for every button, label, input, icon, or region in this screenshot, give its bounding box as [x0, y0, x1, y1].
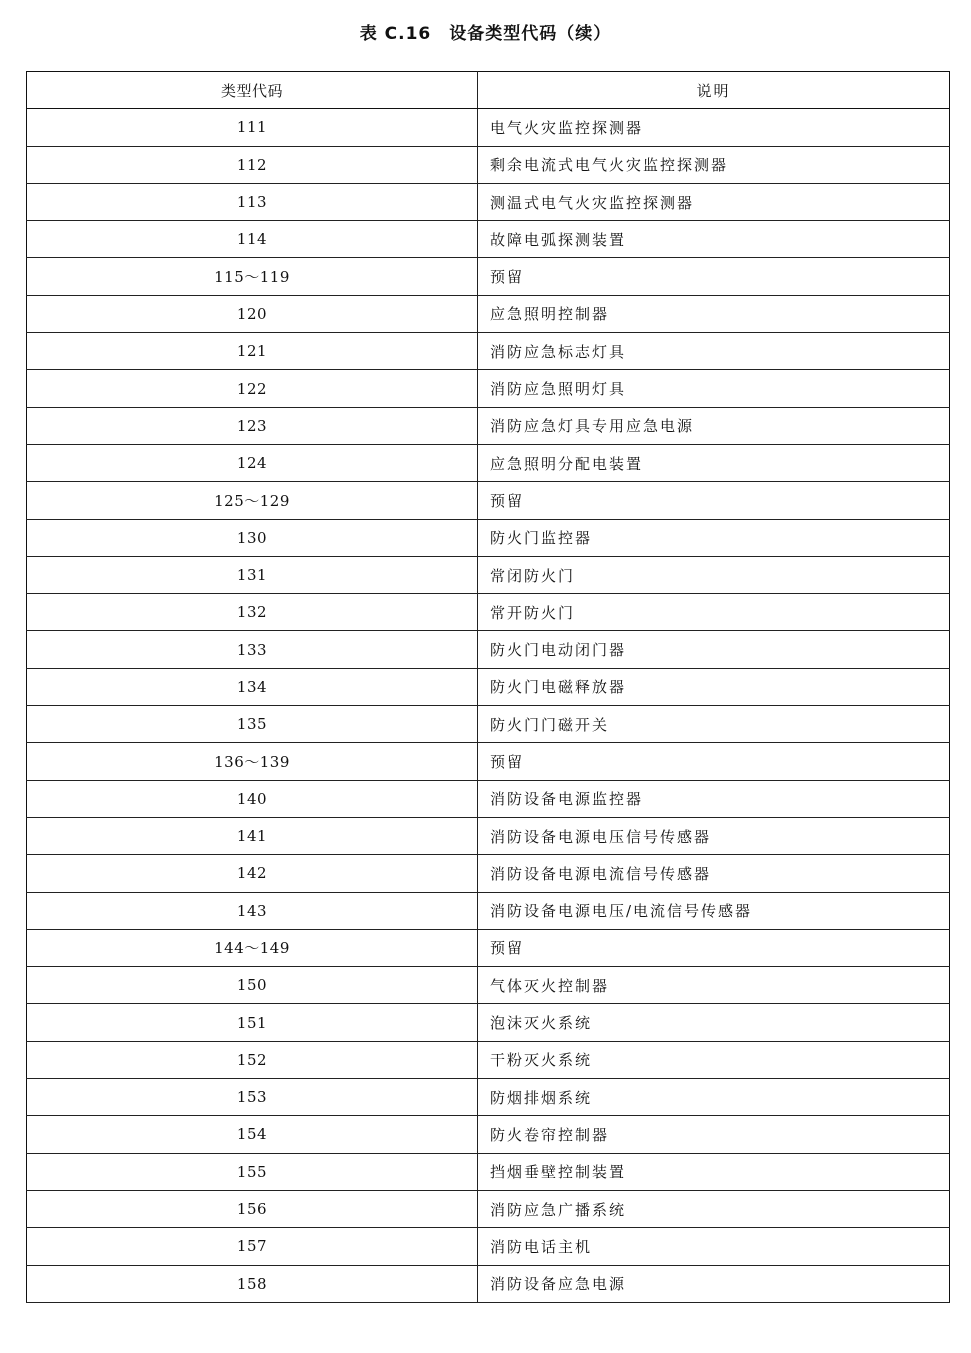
description-cell: 电气火灾监控探测器 — [478, 109, 950, 146]
table-row — [27, 556, 950, 593]
table-row — [27, 146, 950, 183]
description-cell: 气体灭火控制器 — [478, 967, 950, 1004]
table-row — [27, 1116, 950, 1153]
description-cell: 预留 — [478, 929, 950, 966]
table-row — [27, 1041, 950, 1078]
caption-title: 设备类型代码（续） — [449, 24, 612, 44]
description-cell: 消防应急灯具专用应急电源 — [478, 407, 950, 444]
table-row — [27, 1190, 950, 1227]
type-code-cell: 141 — [27, 817, 478, 854]
type-code-cell: 150 — [27, 967, 478, 1004]
type-code-cell: 133 — [27, 631, 478, 668]
type-code-cell: 123 — [27, 407, 478, 444]
description-cell: 消防应急照明灯具 — [478, 370, 950, 407]
table-row — [27, 892, 950, 929]
type-code-cell: 154 — [27, 1116, 478, 1153]
description-cell: 消防应急标志灯具 — [478, 333, 950, 370]
type-code-cell: 143 — [27, 892, 478, 929]
description-cell: 消防应急广播系统 — [478, 1190, 950, 1227]
description-cell: 消防设备电源电压信号传感器 — [478, 817, 950, 854]
description-cell: 常闭防火门 — [478, 556, 950, 593]
table-row — [27, 1228, 950, 1265]
device-type-code-table — [26, 71, 950, 1303]
type-code-cell: 131 — [27, 556, 478, 593]
description-cell: 剩余电流式电气火灾监控探测器 — [478, 146, 950, 183]
type-code-cell: 121 — [27, 333, 478, 370]
description-cell: 常开防火门 — [478, 594, 950, 631]
table-body — [27, 109, 950, 1303]
table-row — [27, 183, 950, 220]
description-cell: 防火卷帘控制器 — [478, 1116, 950, 1153]
description-cell: 防火门门磁开关 — [478, 706, 950, 743]
description-cell: 预留 — [478, 743, 950, 780]
type-code-cell: 132 — [27, 594, 478, 631]
type-code-cell: 113 — [27, 183, 478, 220]
type-code-cell: 120 — [27, 295, 478, 332]
table-row — [27, 706, 950, 743]
table-row — [27, 258, 950, 295]
caption-prefix: 表 — [359, 24, 378, 44]
table-row — [27, 780, 950, 817]
table-row — [27, 668, 950, 705]
type-code-cell: 152 — [27, 1041, 478, 1078]
table-caption — [0, 20, 971, 48]
description-cell: 消防设备电源监控器 — [478, 780, 950, 817]
type-code-cell: 112 — [27, 146, 478, 183]
type-code-cell: 114 — [27, 221, 478, 258]
header-type-code: 类型代码 — [27, 72, 478, 109]
table-row — [27, 333, 950, 370]
type-code-cell: 151 — [27, 1004, 478, 1041]
table-row — [27, 967, 950, 1004]
table-header — [27, 72, 950, 109]
table-row — [27, 519, 950, 556]
table-row — [27, 855, 950, 892]
header-row — [27, 72, 950, 109]
type-code-cell: 156 — [27, 1190, 478, 1227]
header-description: 说明 — [478, 72, 950, 109]
table-row — [27, 444, 950, 481]
table-row — [27, 1079, 950, 1116]
description-cell: 应急照明分配电装置 — [478, 444, 950, 481]
type-code-cell: 135 — [27, 706, 478, 743]
description-cell: 测温式电气火灾监控探测器 — [478, 183, 950, 220]
caption-number: C.16 — [384, 24, 432, 44]
table-row — [27, 1265, 950, 1302]
description-cell: 防火门电动闭门器 — [478, 631, 950, 668]
type-code-cell: 158 — [27, 1265, 478, 1302]
table-row — [27, 1004, 950, 1041]
description-cell: 故障电弧探测装置 — [478, 221, 950, 258]
type-code-cell: 157 — [27, 1228, 478, 1265]
type-code-cell: 130 — [27, 519, 478, 556]
description-cell: 干粉灭火系统 — [478, 1041, 950, 1078]
table-row — [27, 370, 950, 407]
table-row — [27, 743, 950, 780]
table-row — [27, 482, 950, 519]
description-cell: 预留 — [478, 258, 950, 295]
type-code-cell: 144～149 — [27, 929, 478, 966]
type-code-cell: 155 — [27, 1153, 478, 1190]
table-row — [27, 1153, 950, 1190]
table-row — [27, 295, 950, 332]
description-cell: 消防设备电源电流信号传感器 — [478, 855, 950, 892]
type-code-cell: 111 — [27, 109, 478, 146]
description-cell: 应急照明控制器 — [478, 295, 950, 332]
description-cell: 防火门监控器 — [478, 519, 950, 556]
table-row — [27, 817, 950, 854]
description-cell: 消防设备应急电源 — [478, 1265, 950, 1302]
table-row — [27, 594, 950, 631]
type-code-cell: 134 — [27, 668, 478, 705]
description-cell: 防烟排烟系统 — [478, 1079, 950, 1116]
type-code-cell: 142 — [27, 855, 478, 892]
table-row — [27, 929, 950, 966]
type-code-cell: 124 — [27, 444, 478, 481]
description-cell: 消防设备电源电压/电流信号传感器 — [478, 892, 950, 929]
type-code-cell: 153 — [27, 1079, 478, 1116]
type-code-cell: 136～139 — [27, 743, 478, 780]
table-row — [27, 109, 950, 146]
description-cell: 防火门电磁释放器 — [478, 668, 950, 705]
description-cell: 预留 — [478, 482, 950, 519]
type-code-cell: 140 — [27, 780, 478, 817]
table-row — [27, 407, 950, 444]
type-code-cell: 122 — [27, 370, 478, 407]
type-code-cell: 125～129 — [27, 482, 478, 519]
description-cell: 挡烟垂壁控制装置 — [478, 1153, 950, 1190]
table-row — [27, 221, 950, 258]
description-cell: 泡沫灭火系统 — [478, 1004, 950, 1041]
type-code-cell: 115～119 — [27, 258, 478, 295]
description-cell: 消防电话主机 — [478, 1228, 950, 1265]
table-row — [27, 631, 950, 668]
